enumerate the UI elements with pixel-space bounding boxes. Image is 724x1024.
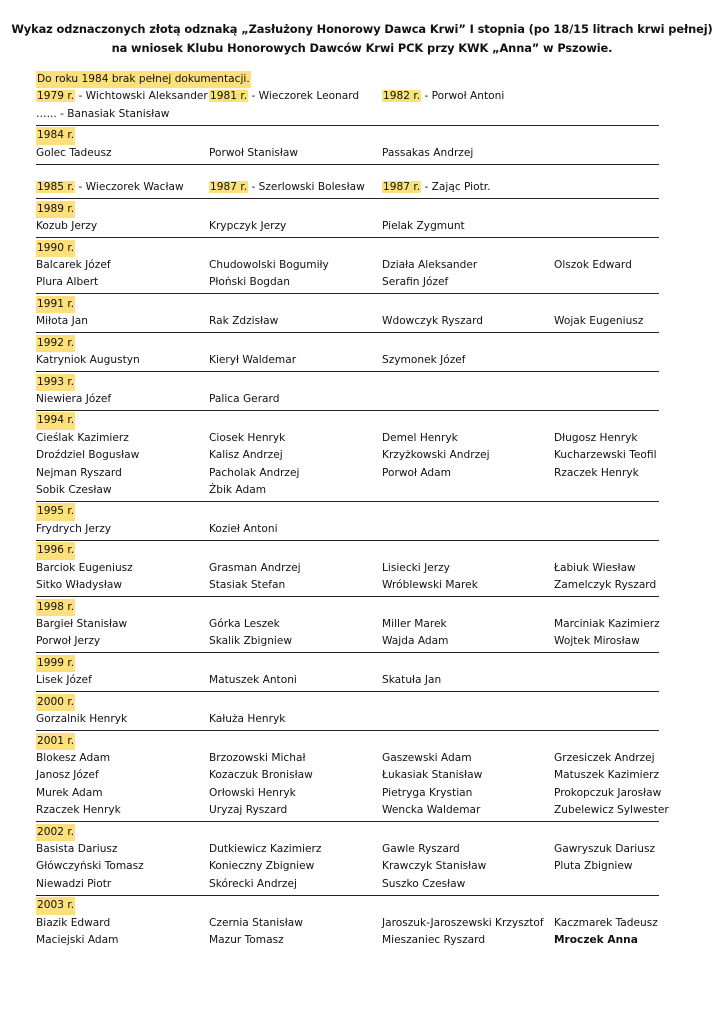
year-badge: 2000 r.	[36, 694, 75, 711]
list-item: Frydrych Jerzy	[36, 522, 112, 535]
list-item: Kałuża Henryk	[209, 713, 286, 726]
list-item: Krzyżkowski Andrzej	[382, 449, 490, 462]
table-row	[36, 482, 659, 499]
list-item: Pacholak Andrzej	[209, 466, 300, 479]
list-item: Plura Albert	[36, 276, 99, 289]
list-item: Suszko Czesław	[382, 877, 466, 890]
table-row	[36, 711, 659, 728]
sections-container	[36, 127, 669, 949]
table-row	[36, 313, 659, 330]
list-item: Olszok Edward	[554, 258, 632, 271]
year-header-row	[36, 412, 659, 429]
list-item: Gaszewski Adam	[382, 751, 472, 764]
section-divider	[36, 821, 659, 822]
year-badge: 1999 r.	[36, 655, 75, 672]
list-item: Balcarek Józef	[36, 258, 111, 271]
table-row	[36, 447, 659, 464]
year-badge: 1995 r.	[36, 503, 75, 520]
list-entry	[382, 179, 491, 196]
year-header-row	[36, 655, 659, 672]
title-line-2: na wniosek Klubu Honorowych Dawców Krwi PCK przy KWK „Anna” w Pszowie.	[111, 41, 613, 55]
list-item: Prokopczuk Jarosław	[554, 786, 662, 799]
section-divider	[36, 164, 659, 165]
list-item: Droździel Bogusław	[36, 449, 140, 462]
table-row	[36, 858, 659, 875]
section-divider	[36, 691, 659, 692]
list-item: Miłota Jan	[36, 315, 88, 328]
list-item: Łabiuk Wiesław	[554, 561, 636, 574]
list-item: Kalisz Andrzej	[209, 449, 283, 462]
list-item: Jaroszuk-Jaroszewski Krzysztof	[382, 916, 544, 929]
list-entry: …... - Banasiak Stanisław	[36, 107, 170, 120]
year-badge: 1994 r.	[36, 412, 75, 429]
year-badge: 1989 r.	[36, 201, 75, 218]
table-row	[36, 521, 659, 538]
list-item: Demel Henryk	[382, 431, 458, 444]
list-entry	[382, 88, 504, 105]
list-item: Golec Tadeusz	[36, 146, 112, 159]
list-item: Wdowczyk Ryszard	[382, 315, 484, 328]
table-row	[36, 616, 659, 633]
year-header-row	[36, 201, 659, 218]
table-row	[36, 767, 659, 784]
list-item: Działa Aleksander	[382, 258, 478, 271]
list-item: Gawle Ryszard	[382, 843, 460, 856]
entry-name: - Wieczorek Wacław	[75, 181, 184, 194]
table-row	[36, 145, 659, 162]
section-divider	[36, 410, 659, 411]
table-row	[36, 876, 659, 893]
section-divider	[36, 198, 659, 199]
list-entry	[209, 179, 365, 196]
list-item: Niewiera Józef	[36, 392, 112, 405]
list-item: Grzesiczek Andrzej	[554, 751, 655, 764]
list-item: Janosz Józef	[36, 769, 99, 782]
list-item: Skatuła Jan	[382, 674, 442, 687]
table-row	[36, 672, 659, 689]
list-item: Gawryszuk Dariusz	[554, 843, 656, 856]
list-item: Żbik Adam	[209, 483, 267, 496]
year-badge: 1981 r.	[210, 90, 248, 103]
list-item: Główczyński Tomasz	[36, 860, 144, 873]
list-item: Kierył Waldemar	[209, 354, 297, 367]
table-row	[36, 352, 659, 369]
table-row	[36, 802, 669, 819]
year-badge: 1991 r.	[36, 296, 75, 313]
list-item: Wajda Adam	[382, 635, 449, 648]
year-header-row	[36, 503, 659, 520]
table-row	[36, 633, 659, 650]
table-row	[36, 465, 659, 482]
year-badge: 1982 r.	[383, 90, 421, 103]
year-header-row	[36, 897, 659, 914]
list-item: Pietryga Krystian	[382, 786, 473, 799]
document-title	[0, 20, 724, 58]
list-item: Nejman Ryszard	[36, 466, 122, 479]
list-item: Passakas Andrzej	[382, 146, 474, 159]
list-item: Grasman Andrzej	[209, 561, 301, 574]
intro-row	[36, 106, 659, 123]
year-badge: 1993 r.	[36, 374, 75, 391]
list-item: Ciosek Henryk	[209, 431, 286, 444]
list-item: Wojtek Mirosław	[554, 635, 640, 648]
list-item: Porwoł Jerzy	[36, 635, 101, 648]
honoree-list	[36, 71, 669, 949]
list-item: Uryzaj Ryszard	[209, 804, 288, 817]
list-item: Pluta Zbigniew	[554, 860, 633, 873]
list-item: Rak Zdzisław	[209, 315, 279, 328]
list-item: Sobik Czesław	[36, 483, 112, 496]
table-row	[36, 218, 659, 235]
list-item: Mieszaniec Ryszard	[382, 934, 486, 947]
list-item: Katryniok Augustyn	[36, 354, 140, 367]
list-item: Porwoł Stanisław	[209, 146, 299, 159]
table-row	[36, 932, 659, 949]
list-item: Pielak Zygmunt	[382, 220, 465, 233]
entry-name: - Porwoł Antoni	[421, 90, 505, 103]
list-item: Barciok Eugeniusz	[36, 561, 133, 574]
list-item: Lisek Józef	[36, 674, 92, 687]
year-header-row	[36, 240, 659, 257]
section-divider	[36, 293, 659, 294]
list-item: Gorzalnik Henryk	[36, 713, 128, 726]
table-row	[36, 560, 659, 577]
year-badge: 1984 r.	[36, 127, 75, 144]
entry-name: - Szerlowski Bolesław	[248, 181, 365, 194]
list-item: Bargieł Stanisław	[36, 617, 128, 630]
list-entry	[36, 88, 208, 105]
list-item: Brzozowski Michał	[209, 751, 306, 764]
year-header-row	[36, 127, 659, 144]
list-item: Porwoł Adam	[382, 466, 451, 479]
list-item: Długosz Henryk	[554, 431, 638, 444]
section-divider	[36, 332, 659, 333]
year-header-row	[36, 733, 659, 750]
list-item: Marciniak Kazimierz	[554, 617, 660, 630]
list-item: Stasiak Stefan	[209, 579, 286, 592]
table-row	[36, 750, 659, 767]
year-header-row	[36, 296, 659, 313]
list-item: Rzaczek Henryk	[554, 466, 639, 479]
list-item: Szymonek Józef	[382, 354, 466, 367]
list-item: Zamelczyk Ryszard	[554, 579, 657, 592]
table-row	[36, 257, 659, 274]
list-item: Łukasiak Stanisław	[382, 769, 483, 782]
list-item: Biazik Edward	[36, 916, 111, 929]
year-badge: 2001 r.	[36, 733, 75, 750]
intro-row	[36, 88, 659, 105]
list-item: Matuszek Antoni	[209, 674, 297, 687]
list-item: Kozub Jerzy	[36, 220, 98, 233]
list-item: Skórecki Andrzej	[209, 877, 297, 890]
list-item: Górka Leszek	[209, 617, 280, 630]
table-row	[36, 915, 659, 932]
list-item: Krawczyk Stanisław	[382, 860, 487, 873]
list-item: Kozieł Antoni	[209, 522, 278, 535]
list-item: Serafin Józef	[382, 276, 449, 289]
year-header-row	[36, 374, 659, 391]
table-row	[36, 785, 662, 802]
entry-name: - Wieczorek Leonard	[248, 90, 360, 103]
section-divider	[36, 652, 659, 653]
list-item: Palica Gerard	[209, 392, 280, 405]
entry-name: - Wichtowski Aleksander	[75, 90, 208, 103]
section-divider	[36, 596, 659, 597]
section-divider	[36, 730, 659, 731]
year-header-row	[36, 335, 659, 352]
section-divider	[36, 125, 659, 126]
list-item: Krypczyk Jerzy	[209, 220, 287, 233]
section-divider	[36, 540, 659, 541]
section-divider	[36, 371, 659, 372]
year-badge: 2003 r.	[36, 897, 75, 914]
table-row	[36, 577, 659, 594]
table-row	[36, 391, 659, 408]
year-header-row	[36, 542, 659, 559]
list-item: Płoński Bogdan	[209, 276, 290, 289]
intro-note: Do roku 1984 brak pełnej dokumentacji.	[36, 71, 251, 88]
list-item: Blokesz Adam	[36, 751, 111, 764]
entry-name: - Zając Piotr.	[421, 181, 491, 194]
year-badge: 1985 r.	[37, 181, 75, 194]
list-entry	[209, 88, 359, 105]
list-item: Skalik Zbigniew	[209, 635, 293, 648]
year-badge: 1987 r.	[383, 181, 421, 194]
table-row	[36, 430, 659, 447]
section-divider	[36, 501, 659, 502]
list-item: Zubelewicz Sylwester	[554, 804, 669, 817]
year-badge: 1998 r.	[36, 599, 75, 616]
list-item: Dutkiewicz Kazimierz	[209, 843, 322, 856]
list-item: Czernia Stanisław	[209, 916, 303, 929]
list-item: Matuszek Kazimierz	[554, 769, 660, 782]
list-item: Chudowolski Bogumiły	[209, 258, 329, 271]
spacer	[36, 166, 659, 179]
section-divider	[36, 237, 659, 238]
list-item: Mroczek Anna	[554, 934, 638, 947]
list-item: Wróblewski Marek	[382, 579, 478, 592]
list-item: Cieślak Kazimierz	[36, 431, 129, 444]
section-divider	[36, 895, 659, 896]
list-item: Niewadzi Piotr	[36, 877, 112, 890]
list-item: Murek Adam	[36, 786, 103, 799]
list-item: Kucharzewski Teofil	[554, 449, 657, 462]
year-header-row	[36, 824, 659, 841]
year-badge: 1996 r.	[36, 542, 75, 559]
list-item: Kaczmarek Tadeusz	[554, 916, 658, 929]
list-item: Maciejski Adam	[36, 934, 119, 947]
table-row	[36, 841, 659, 858]
list-item: Miller Marek	[382, 617, 447, 630]
list-item: Wencka Waldemar	[382, 804, 481, 817]
year-header-row	[36, 694, 659, 711]
list-item: Kozaczuk Bronisław	[209, 769, 313, 782]
year-badge: 1979 r.	[37, 90, 75, 103]
table-row	[36, 274, 659, 291]
list-item: Orłowski Henryk	[209, 786, 296, 799]
year-badge: 1992 r.	[36, 335, 75, 352]
list-item: Rzaczek Henryk	[36, 804, 121, 817]
list-item: Mazur Tomasz	[209, 934, 284, 947]
title-line-1: Wykaz odznaczonych złotą odznaką „Zasłużony Honorowy Dawca Krwi” I stopnia (po 18/15 litrach krwi pełnej)	[11, 22, 713, 36]
year-badge: 1987 r.	[210, 181, 248, 194]
list-item: Basista Dariusz	[36, 843, 118, 856]
intro-note-row	[36, 71, 659, 88]
list-item: Sitko Władysław	[36, 579, 123, 592]
list-item: Wojak Eugeniusz	[554, 315, 644, 328]
list-item: Konieczny Zbigniew	[209, 860, 315, 873]
intro-row	[36, 179, 659, 196]
year-header-row	[36, 599, 659, 616]
year-badge: 2002 r.	[36, 824, 75, 841]
year-badge: 1990 r.	[36, 240, 75, 257]
list-entry	[36, 179, 184, 196]
list-item: Lisiecki Jerzy	[382, 561, 450, 574]
